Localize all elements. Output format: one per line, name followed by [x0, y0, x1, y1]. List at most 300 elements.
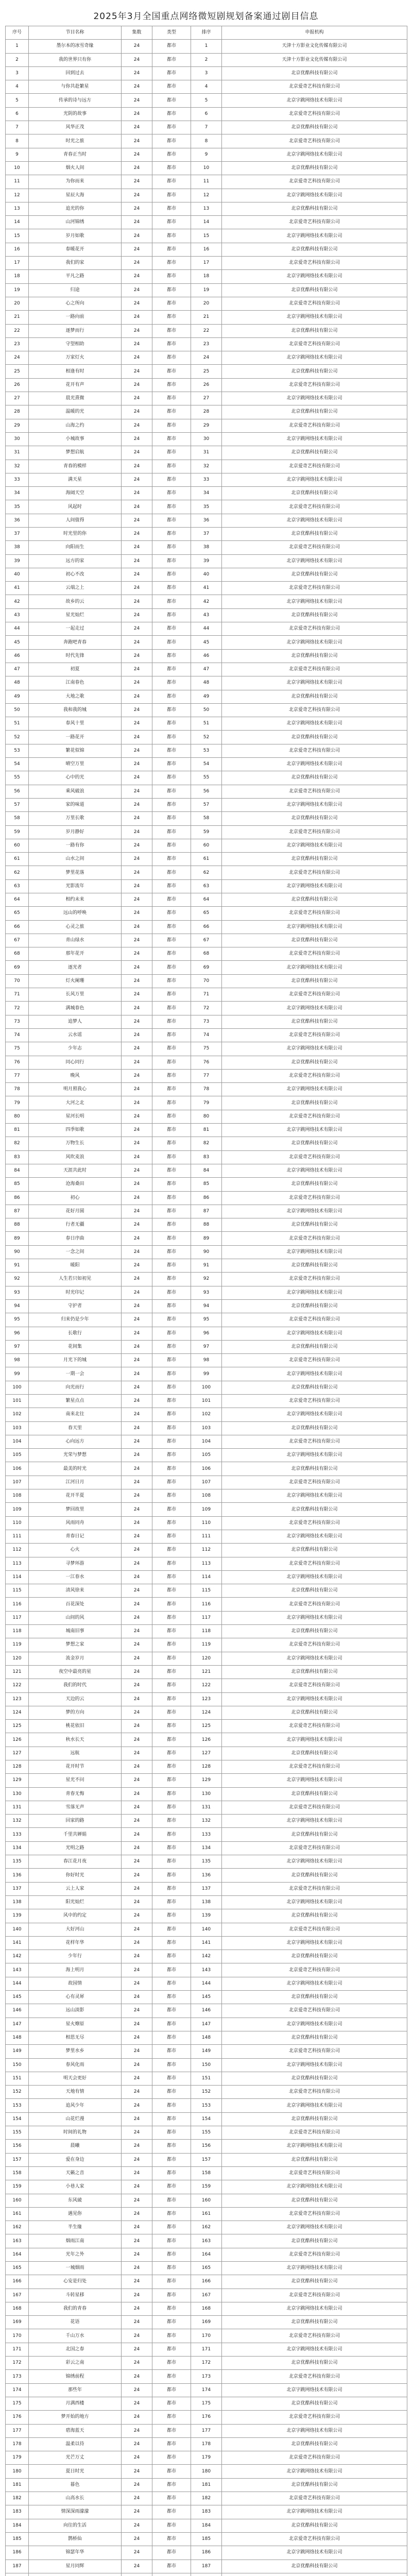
table-row — [6, 1327, 407, 1340]
cell-company: 北京优酷科技有限公司 — [222, 1178, 407, 1191]
cell-no: 38 — [6, 541, 29, 554]
cell-name: 墨尔本的冰雪奇缘 — [29, 40, 122, 53]
cell-type: 都市 — [152, 541, 191, 554]
cell-no: 34 — [6, 487, 29, 500]
cell-order: 96 — [191, 1327, 222, 1340]
table-row — [6, 717, 407, 731]
table-row — [6, 622, 407, 636]
table-row — [6, 1665, 407, 1679]
cell-no: 29 — [6, 419, 29, 432]
cell-name: 远山淡影 — [29, 2004, 122, 2018]
cell-episodes: 24 — [122, 1801, 152, 1814]
cell-name: 故园情 — [29, 1977, 122, 1990]
cell-name: 心中的光 — [29, 771, 122, 785]
cell-name: 星河长明 — [29, 1110, 122, 1123]
cell-episodes: 24 — [122, 2437, 152, 2451]
cell-name: 一城烟雨 — [29, 2261, 122, 2275]
cell-company: 北京优酷科技有限公司 — [222, 1909, 407, 1923]
cell-no: 47 — [6, 663, 29, 676]
cell-episodes: 24 — [122, 988, 152, 1002]
cell-no: 115 — [6, 1584, 29, 1598]
cell-company: 北京优酷科技有限公司 — [222, 1706, 407, 1719]
cell-order: 141 — [191, 1936, 222, 1950]
cell-no: 77 — [6, 1069, 29, 1082]
cell-no: 146 — [6, 2004, 29, 2018]
cell-name — [29, 2573, 122, 2576]
cell-order: 15 — [191, 229, 222, 243]
cell-no: 136 — [6, 1869, 29, 1882]
table-row — [6, 703, 407, 717]
cell-name: 晨曦 — [29, 2140, 122, 2153]
table-row — [6, 1191, 407, 1205]
cell-name: 人生若只如初见 — [29, 1273, 122, 1286]
cell-name: 花开有声 — [29, 378, 122, 392]
cell-no: 24 — [6, 351, 29, 365]
cell-order: 1 — [191, 40, 222, 53]
cell-name: 斗转星移 — [29, 2289, 122, 2302]
cell-order: 186 — [191, 2546, 222, 2560]
cell-type: 都市 — [152, 2086, 191, 2099]
table-row — [6, 1096, 407, 1110]
cell-type: 都市 — [152, 2478, 191, 2492]
cell-order: 143 — [191, 1963, 222, 1977]
cell-company: 北京优酷科技有限公司 — [222, 66, 407, 80]
cell-name: 繁花似锦 — [29, 744, 122, 757]
cell-company: 北京优酷科技有限公司 — [222, 2112, 407, 2126]
cell-order: 87 — [191, 1205, 222, 1218]
table-row — [6, 2112, 407, 2126]
cell-order: 39 — [191, 554, 222, 568]
table-row — [6, 94, 407, 107]
cell-order: 111 — [191, 1530, 222, 1543]
cell-episodes: 24 — [122, 229, 152, 243]
table-row — [6, 2505, 407, 2519]
cell-name: 我和我的城 — [29, 703, 122, 717]
cell-name: 一路花开 — [29, 731, 122, 744]
table-row — [6, 1110, 407, 1123]
cell-company: 北京爱奇艺科技有限公司 — [222, 2289, 407, 2302]
cell-order: 30 — [191, 432, 222, 446]
cell-episodes: 24 — [122, 1191, 152, 1205]
cell-company: 北京爱奇艺科技有限公司 — [222, 988, 407, 1002]
table-row — [6, 1584, 407, 1598]
cell-type: 都市 — [152, 189, 191, 202]
table-row — [6, 419, 407, 432]
cell-no: 25 — [6, 365, 29, 378]
cell-company: 北京爱奇艺科技有限公司 — [222, 1923, 407, 1936]
cell-order: 146 — [191, 2004, 222, 2018]
cell-company: 北京优酷科技有限公司 — [222, 1991, 407, 2004]
cell-no: 88 — [6, 1218, 29, 1232]
cell-type: 都市 — [152, 1544, 191, 1557]
cell-episodes: 24 — [122, 2383, 152, 2397]
cell-order: 181 — [191, 2478, 222, 2492]
cell-company: 北京爱奇艺科技有限公司 — [222, 1760, 407, 1774]
cell-company: 北京字跳网络技术有限公司 — [222, 270, 407, 283]
cell-order: 174 — [191, 2383, 222, 2397]
cell-episodes: 24 — [122, 1069, 152, 1082]
cell-name: 我们的青春 — [29, 2302, 122, 2315]
cell-no: 84 — [6, 1164, 29, 1177]
cell-type: 都市 — [152, 378, 191, 392]
cell-no: 19 — [6, 283, 29, 297]
cell-type: 都市 — [152, 527, 191, 540]
cell-episodes: 24 — [122, 2234, 152, 2248]
cell-order: 63 — [191, 879, 222, 893]
cell-no: 41 — [6, 582, 29, 595]
cell-company: 北京字跳网络技术有限公司 — [222, 1692, 407, 1706]
table-row — [6, 2072, 407, 2085]
cell-order: 120 — [191, 1652, 222, 1665]
cell-company: 北京爱奇艺科技有限公司 — [222, 2532, 407, 2546]
cell-no: 13 — [6, 202, 29, 215]
cell-type: 都市 — [152, 1977, 191, 1990]
cell-company: 北京优酷科技有限公司 — [222, 1381, 407, 1394]
table-row — [6, 2058, 407, 2072]
cell-order: 160 — [191, 2194, 222, 2207]
cell-episodes: 24 — [122, 2546, 152, 2560]
cell-type: 都市 — [152, 202, 191, 215]
cell-type: 都市 — [152, 1774, 191, 1787]
cell-episodes: 24 — [122, 2478, 152, 2492]
cell-company: 北京优酷科技有限公司 — [222, 446, 407, 460]
cell-name: 相思无尽 — [29, 2031, 122, 2044]
cell-order: 97 — [191, 1340, 222, 1353]
cell-episodes: 24 — [122, 1706, 152, 1719]
cell-no: 171 — [6, 2343, 29, 2356]
cell-name: 江河日月 — [29, 1476, 122, 1489]
table-row — [6, 812, 407, 825]
cell-episodes: 24 — [122, 365, 152, 378]
table-row — [6, 1557, 407, 1570]
cell-no: 2 — [6, 53, 29, 66]
cell-type: 都市 — [152, 595, 191, 608]
cell-episodes: 24 — [122, 1205, 152, 1218]
cell-type: 都市 — [152, 1421, 191, 1435]
cell-company: 北京优酷科技有限公司 — [222, 2153, 407, 2166]
cell-order: 180 — [191, 2465, 222, 2478]
cell-order: 99 — [191, 1367, 222, 1381]
cell-episodes: 24 — [122, 1367, 152, 1381]
cell-type: 都市 — [152, 2275, 191, 2289]
cell-episodes: 24 — [122, 1408, 152, 1421]
table-row — [6, 1733, 407, 1747]
table-row — [6, 595, 407, 608]
cell-type: 都市 — [152, 1652, 191, 1665]
cell-company: 北京爱奇艺科技有限公司 — [222, 541, 407, 554]
cell-type: 都市 — [152, 1110, 191, 1123]
cell-episodes: 24 — [122, 1421, 152, 1435]
cell-company: 北京爱奇艺科技有限公司 — [222, 1638, 407, 1652]
table-row — [6, 2532, 407, 2546]
cell-name: 山河锦绣 — [29, 216, 122, 229]
cell-type: 都市 — [152, 337, 191, 351]
cell-no: 182 — [6, 2492, 29, 2505]
cell-type: 都市 — [152, 1516, 191, 1530]
cell-type: 都市 — [152, 2140, 191, 2153]
cell-type: 都市 — [152, 1435, 191, 1448]
cell-no: 14 — [6, 216, 29, 229]
table-row — [6, 1205, 407, 1218]
table-row — [6, 1354, 407, 1367]
cell-episodes: 24 — [122, 378, 152, 392]
cell-episodes: 24 — [122, 2275, 152, 2289]
cell-episodes: 24 — [122, 974, 152, 988]
cell-episodes: 24 — [122, 1218, 152, 1232]
cell-order: 64 — [191, 893, 222, 907]
cell-type: 都市 — [152, 1963, 191, 1977]
cell-name: 一路有你 — [29, 839, 122, 852]
table-row — [6, 365, 407, 378]
cell-order: 172 — [191, 2357, 222, 2370]
cell-name: 清风徐来 — [29, 1584, 122, 1598]
cell-company: 北京爱奇艺科技有限公司 — [222, 337, 407, 351]
cell-episodes: 24 — [122, 2424, 152, 2437]
cell-company: 北京优酷科技有限公司 — [222, 2437, 407, 2451]
cell-type: 都市 — [152, 785, 191, 798]
table-row — [6, 1950, 407, 1963]
cell-order: 71 — [191, 988, 222, 1002]
cell-company: 北京爱奇艺科技有限公司 — [222, 947, 407, 961]
cell-order: 83 — [191, 1150, 222, 1164]
table-row — [6, 1895, 407, 1909]
cell-no: 164 — [6, 2248, 29, 2261]
cell-company: 北京优酷科技有限公司 — [222, 2072, 407, 2085]
cell-type: 都市 — [152, 40, 191, 53]
cell-name: 花间集 — [29, 1340, 122, 1353]
cell-no: 3 — [6, 66, 29, 80]
cell-type: 都市 — [152, 839, 191, 852]
cell-name: 云上人家 — [29, 1882, 122, 1895]
cell-company: 北京优酷科技有限公司 — [222, 2194, 407, 2207]
table-row — [6, 2004, 407, 2018]
cell-episodes: 24 — [122, 2492, 152, 2505]
cell-episodes: 24 — [122, 2153, 152, 2166]
cell-episodes: 24 — [122, 1774, 152, 1787]
cell-order: 10 — [191, 161, 222, 175]
cell-type: 都市 — [152, 2519, 191, 2532]
cell-name: 与你共赴繁星 — [29, 80, 122, 94]
cell-company: 北京优酷科技有限公司 — [222, 1218, 407, 1232]
cell-company: 北京优酷科技有限公司 — [222, 1950, 407, 1963]
cell-name: 光阴的故事 — [29, 107, 122, 121]
cell-no: 28 — [6, 405, 29, 419]
cell-company: 北京字跳网络技术有限公司 — [222, 2140, 407, 2153]
cell-no: 118 — [6, 1625, 29, 1638]
table-row — [6, 107, 407, 121]
cell-name: 万家灯火 — [29, 351, 122, 365]
cell-no: 32 — [6, 460, 29, 473]
cell-name: 千山万水 — [29, 2329, 122, 2343]
cell-type: 都市 — [152, 2004, 191, 2018]
cell-name: 晴空万里 — [29, 758, 122, 771]
cell-name: 满天星 — [29, 473, 122, 486]
cell-episodes: 24 — [122, 1557, 152, 1570]
cell-no: 91 — [6, 1259, 29, 1273]
cell-episodes: 24 — [122, 1259, 152, 1273]
cell-no: 150 — [6, 2058, 29, 2072]
cell-no: 120 — [6, 1652, 29, 1665]
cell-type: 都市 — [152, 514, 191, 527]
cell-order: 85 — [191, 1178, 222, 1191]
table-row — [6, 351, 407, 365]
cell-order: 61 — [191, 853, 222, 866]
cell-type: 都市 — [152, 744, 191, 757]
cell-type: 都市 — [152, 2031, 191, 2044]
cell-company: 北京爱奇艺科技有限公司 — [222, 1273, 407, 1286]
cell-company: 北京优酷科技有限公司 — [222, 2519, 407, 2532]
cell-name: 天地有情 — [29, 2086, 122, 2099]
cell-order: 123 — [191, 1692, 222, 1706]
cell-name: 温柔以待 — [29, 2437, 122, 2451]
cell-order — [191, 2573, 222, 2576]
cell-episodes: 24 — [122, 1963, 152, 1977]
cell-company: 北京爱奇艺科技有限公司 — [222, 582, 407, 595]
table-row — [6, 582, 407, 595]
cell-type: 都市 — [152, 1218, 191, 1232]
cell-type: 都市 — [152, 2166, 191, 2180]
cell-type: 都市 — [152, 1299, 191, 1313]
table-row — [6, 1936, 407, 1950]
cell-name: 风雨同舟 — [29, 1516, 122, 1530]
cell-episodes: 24 — [122, 758, 152, 771]
cell-type: 都市 — [152, 1327, 191, 1340]
cell-episodes: 24 — [122, 1855, 152, 1869]
cell-order: 122 — [191, 1679, 222, 1692]
cell-episodes: 24 — [122, 1110, 152, 1123]
cell-order: 74 — [191, 1028, 222, 1042]
cell-type: 都市 — [152, 1665, 191, 1679]
cell-company: 北京字跳网络技术有限公司 — [222, 1408, 407, 1421]
cell-name: 逐光者 — [29, 961, 122, 974]
cell-name: 晨光熹微 — [29, 392, 122, 405]
cell-company: 北京爱奇艺科技有限公司 — [222, 2045, 407, 2058]
cell-order: 162 — [191, 2221, 222, 2234]
cell-name: 初心 — [29, 1191, 122, 1205]
table-row — [6, 1056, 407, 1069]
cell-episodes: 24 — [122, 2302, 152, 2315]
cell-name: 奔跑吧青春 — [29, 636, 122, 649]
table-row — [6, 1015, 407, 1028]
cell-no: 166 — [6, 2275, 29, 2289]
cell-episodes: 24 — [122, 608, 152, 622]
table-row — [6, 1544, 407, 1557]
cell-name: 繁星点点 — [29, 1394, 122, 1408]
cell-name: 暖阳 — [29, 1259, 122, 1273]
cell-name: 时光印记 — [29, 1286, 122, 1299]
cell-name: 光芒万丈 — [29, 2451, 122, 2465]
cell-name: 月满西楼 — [29, 2397, 122, 2410]
table-row — [6, 324, 407, 337]
cell-episodes: 24 — [122, 717, 152, 731]
cell-episodes: 24 — [122, 853, 152, 866]
cell-name: 初夏 — [29, 663, 122, 676]
cell-company: 北京字跳网络技术有限公司 — [222, 961, 407, 974]
cell-type: 都市 — [152, 1855, 191, 1869]
table-row — [6, 1530, 407, 1543]
cell-no: 170 — [6, 2329, 29, 2343]
cell-episodes: 24 — [122, 1652, 152, 1665]
cell-order: 105 — [191, 1449, 222, 1462]
cell-company: 北京字跳网络技术有限公司 — [222, 1489, 407, 1503]
cell-episodes: 24 — [122, 2004, 152, 2018]
cell-order: 37 — [191, 527, 222, 540]
cell-order: 169 — [191, 2316, 222, 2329]
cell-company: 天津十方影业文化传媒有限公司 — [222, 53, 407, 66]
cell-name: 时代先锋 — [29, 649, 122, 663]
cell-company: 北京字跳网络技术有限公司 — [222, 595, 407, 608]
cell-episodes: 24 — [122, 1056, 152, 1069]
cell-name: 最美的时光 — [29, 1462, 122, 1476]
cell-company: 北京爱奇艺科技有限公司 — [222, 419, 407, 432]
cell-type: 都市 — [152, 432, 191, 446]
cell-company: 北京爱奇艺科技有限公司 — [222, 2166, 407, 2180]
cell-no: 40 — [6, 568, 29, 581]
table-row — [6, 257, 407, 270]
cell-name: 守望相助 — [29, 337, 122, 351]
table-row — [6, 663, 407, 676]
cell-no: 138 — [6, 1895, 29, 1909]
cell-name: 梦开始的地方 — [29, 2411, 122, 2424]
cell-order: 27 — [191, 392, 222, 405]
cell-episodes: 24 — [122, 1313, 152, 1327]
cell-name: 平凡之路 — [29, 270, 122, 283]
cell-no: 23 — [6, 337, 29, 351]
cell-type: 都市 — [152, 649, 191, 663]
cell-order: 56 — [191, 785, 222, 798]
cell-no: 165 — [6, 2261, 29, 2275]
cell-company: 北京字跳网络技术有限公司 — [222, 839, 407, 852]
cell-no: 143 — [6, 1963, 29, 1977]
cell-company: 北京爱奇艺科技有限公司 — [222, 1598, 407, 1611]
cell-order: 129 — [191, 1774, 222, 1787]
table-row — [6, 1815, 407, 1828]
table-row — [6, 1909, 407, 1923]
cell-company: 北京爱奇艺科技有限公司 — [222, 1313, 407, 1327]
cell-episodes: 24 — [122, 2072, 152, 2085]
table-row — [6, 2166, 407, 2180]
cell-order: 48 — [191, 676, 222, 690]
cell-order: 52 — [191, 731, 222, 744]
cell-order: 84 — [191, 1164, 222, 1177]
cell-company: 北京爱奇艺科技有限公司 — [222, 2451, 407, 2465]
cell-type: 都市 — [152, 1611, 191, 1624]
cell-company: 北京爱奇艺科技有限公司 — [222, 2086, 407, 2099]
cell-no: 130 — [6, 1787, 29, 1801]
cell-no: 177 — [6, 2424, 29, 2437]
cell-company: 北京爱奇艺科技有限公司 — [222, 1191, 407, 1205]
cell-no: 1 — [6, 40, 29, 53]
table-row — [6, 1164, 407, 1177]
cell-type: 都市 — [152, 1679, 191, 1692]
cell-episodes: 24 — [122, 1164, 152, 1177]
table-row — [6, 2031, 407, 2044]
cell-episodes: 24 — [122, 2045, 152, 2058]
cell-type: 都市 — [152, 1015, 191, 1028]
cell-no: 129 — [6, 1774, 29, 1787]
table-row — [6, 825, 407, 839]
cell-type: 都市 — [152, 934, 191, 947]
cell-episodes: 24 — [122, 866, 152, 879]
cell-no: 97 — [6, 1340, 29, 1353]
cell-type: 都市 — [152, 1028, 191, 1042]
cell-name: 梦想启航 — [29, 446, 122, 460]
cell-company: 北京爱奇艺科技有限公司 — [222, 663, 407, 676]
table-row — [6, 1706, 407, 1719]
cell-company: 北京字跳网络技术有限公司 — [222, 1002, 407, 1015]
cell-episodes: 24 — [122, 1936, 152, 1950]
table-row — [6, 500, 407, 514]
